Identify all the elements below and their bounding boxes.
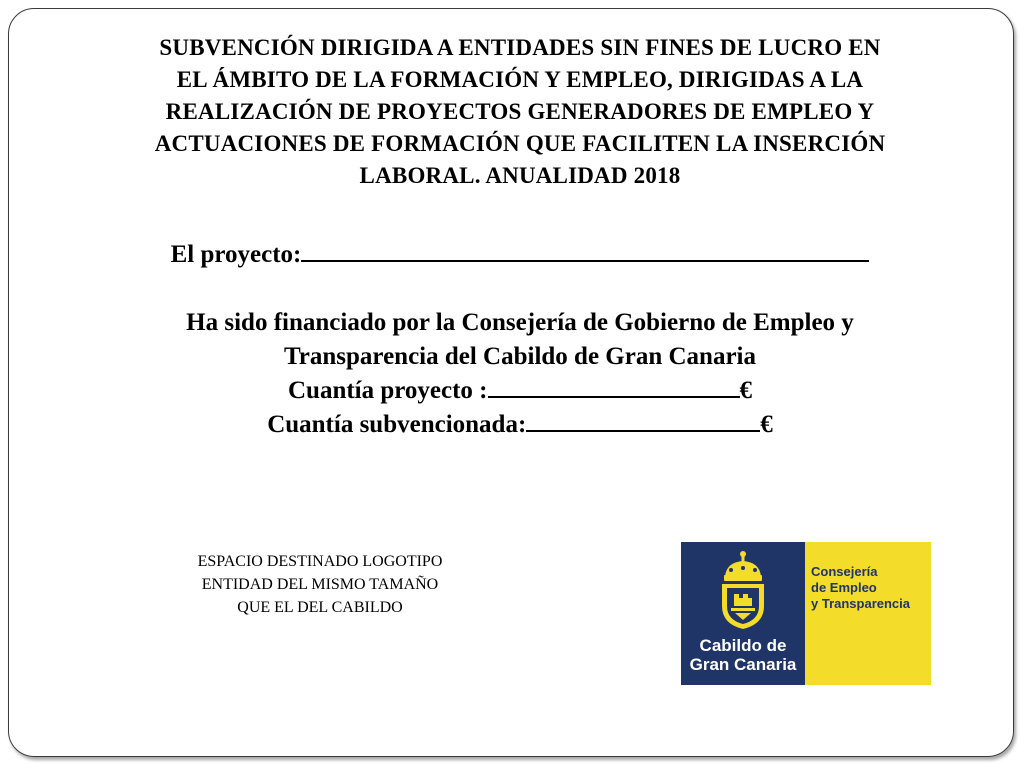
heading-line: ACTUACIONES DE FORMACIÓN QUE FACILITEN LA INSERCIÓN: [154, 131, 886, 156]
logo-org-line: Gran Canaria: [689, 655, 797, 674]
amount-project-blank: [488, 376, 740, 398]
funded-line: Transparencia del Cabildo de Gran Canaria: [283, 343, 757, 370]
project-line: [60, 238, 980, 272]
amount-project-line: [60, 374, 980, 408]
amount-subsidy-label: Cuantía subvencionada:: [267, 411, 527, 438]
logo-dept-line: y Transparencia: [811, 596, 910, 611]
logo-yellow-panel: [805, 542, 931, 685]
heading-line: LABORAL. ANUALIDAD 2018: [359, 163, 681, 188]
document-heading: [100, 32, 940, 192]
funded-line: Ha sido financiado por la Consejería de Gobierno de Empleo y: [186, 309, 854, 336]
project-label: El proyecto:: [170, 241, 302, 268]
logo-dept-line: Consejería: [811, 564, 878, 579]
heading-line: EL ÁMBITO DE LA FORMACIÓN Y EMPLEO, DIRIGIDAS A LA: [176, 67, 864, 92]
funding-statement: [60, 306, 980, 442]
amount-subsidy-line: [60, 408, 980, 442]
currency-symbol: €: [739, 377, 753, 404]
entity-logo-placeholder: [170, 550, 470, 619]
heading-line: SUBVENCIÓN DIRIGIDA A ENTIDADES SIN FINES DE LUCRO EN: [159, 35, 881, 60]
heading-line: REALIZACIÓN DE PROYECTOS GENERADORES DE EMPLEO Y: [165, 99, 875, 124]
logo-blue-panel: [681, 542, 805, 685]
coat-of-arms-icon: [717, 550, 769, 630]
project-name-blank: [301, 240, 869, 262]
placeholder-line: QUE EL DEL CABILDO: [237, 599, 403, 616]
amount-project-label: Cuantía proyecto :: [287, 377, 488, 404]
logo-dept-line: de Empleo: [811, 580, 877, 595]
currency-symbol: €: [760, 411, 773, 438]
logo-org-name: [681, 636, 805, 674]
placeholder-line: ENTIDAD DEL MISMO TAMAÑO: [201, 576, 439, 593]
logo-org-line: Cabildo de: [699, 636, 787, 655]
amount-subsidy-blank: [526, 410, 760, 432]
placeholder-line: ESPACIO DESTINADO LOGOTIPO: [197, 553, 443, 570]
cabildo-logo: [681, 542, 931, 685]
logo-dept-name: [811, 564, 910, 612]
